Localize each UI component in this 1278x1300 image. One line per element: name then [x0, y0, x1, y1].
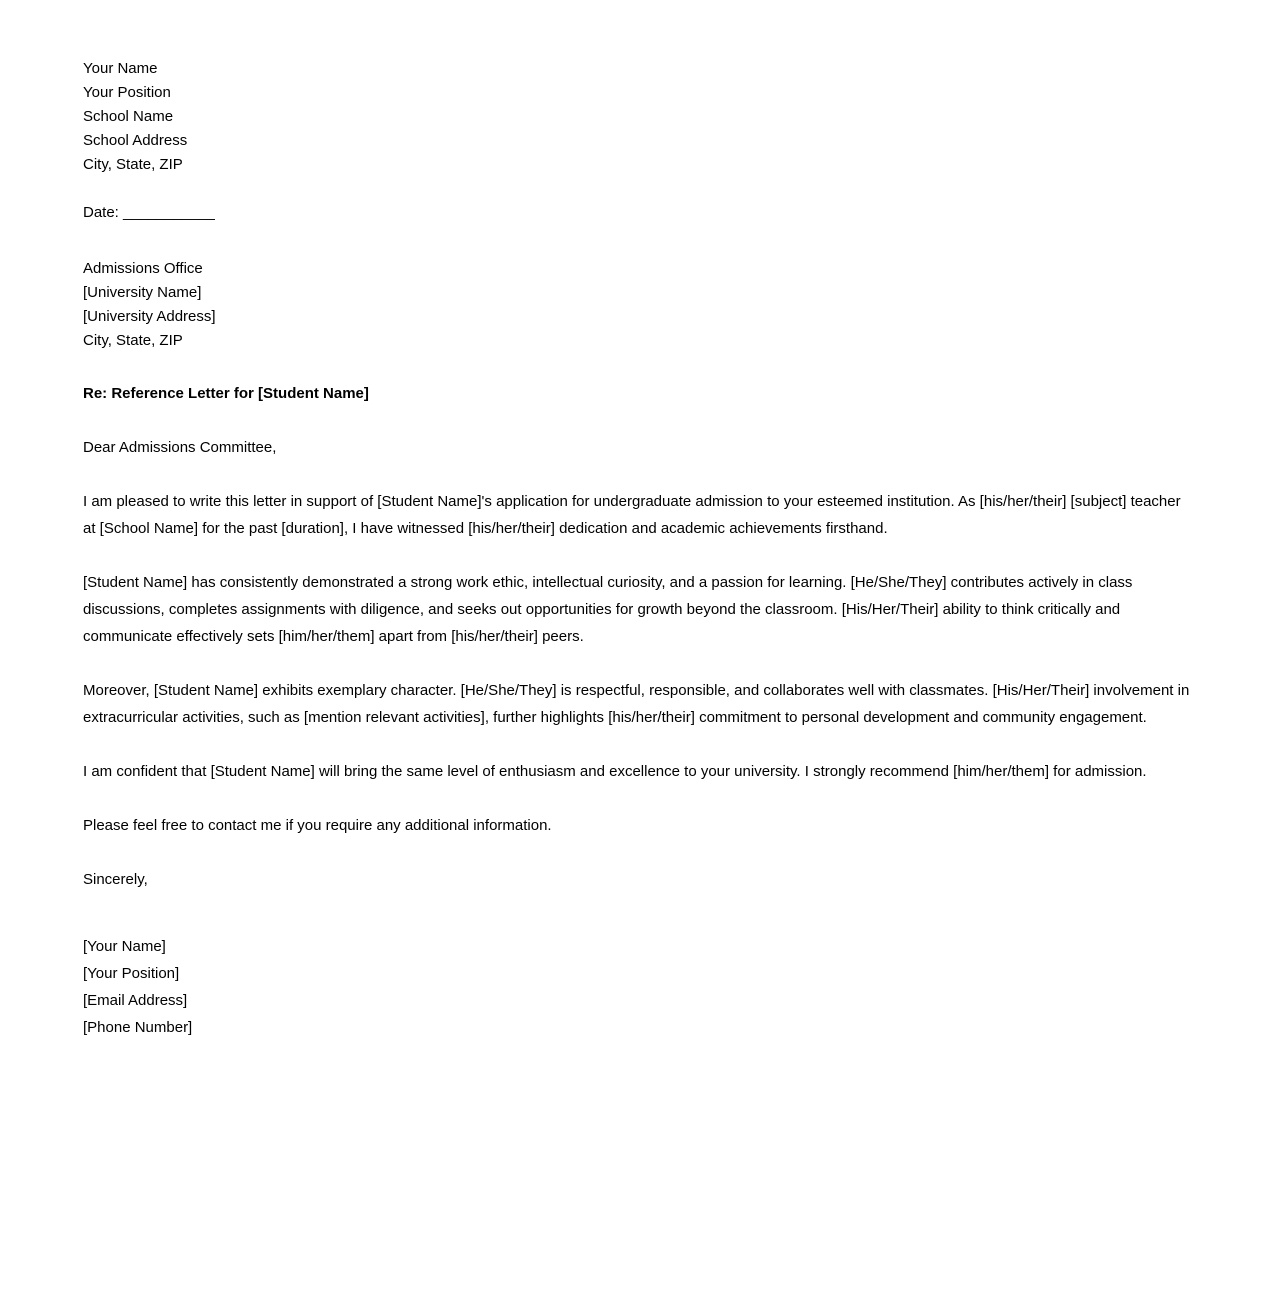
sender-school-address: School Address: [83, 132, 188, 149]
body-paragraph-1: I am pleased to write this letter in support of [Student Name]'s application for undergraduate admission to your esteemed institution. As [his/her/their] [subject] teacher at [School Name] for the past [duration], I have witnessed [his/her/their] dedication and academic achievements firsthand.: [83, 493, 1181, 537]
closing: Sincerely,: [83, 871, 148, 888]
recipient-city-state-zip: City, State, ZIP: [83, 332, 183, 349]
recipient-university-name: [University Name]: [83, 284, 202, 301]
recipient-address-block: [83, 257, 1195, 353]
signature-name: [Your Name]: [83, 938, 166, 955]
date-line: Date: ___________: [83, 204, 215, 221]
salutation: Dear Admissions Committee,: [83, 439, 277, 456]
body-paragraph-3: Moreover, [Student Name] exhibits exemplary character. [He/She/They] is respectful, responsible, and collaborates well with classmates. [His/Her/Their] involvement in extracurricular activities, such as [mention relevant activities], further highlights [his/her/their] commitment to personal development and community engagement.: [83, 682, 1190, 726]
signature-email: [Email Address]: [83, 992, 188, 1009]
sender-city-state-zip: City, State, ZIP: [83, 156, 183, 173]
sender-position: Your Position: [83, 84, 171, 101]
body-paragraph-4: I am confident that [Student Name] will bring the same level of enthusiasm and excellence to your university. I strongly recommend [him/her/them] for admission.: [83, 763, 1147, 780]
signature-position: [Your Position]: [83, 965, 180, 982]
sender-name: Your Name: [83, 60, 158, 77]
subject-line: Re: Reference Letter for [Student Name]: [83, 385, 369, 402]
body-paragraph-2: [Student Name] has consistently demonstrated a strong work ethic, intellectual curiosity, and a passion for learning. [He/She/They] contributes actively in class discussions, completes assignments with diligence, and seeks out opportunities for growth beyond the classroom. [His/Her/Their] ability to think critically and communicate effectively sets [him/her/them] apart from [his/her/their] peers.: [83, 574, 1133, 645]
sender-school-name: School Name: [83, 108, 174, 125]
sender-address-block: [83, 57, 1195, 177]
signature-block: [83, 933, 1195, 1041]
signature-phone: [Phone Number]: [83, 1019, 193, 1036]
recipient-university-address: [University Address]: [83, 308, 216, 325]
recipient-office: Admissions Office: [83, 260, 203, 277]
contact-paragraph: Please feel free to contact me if you require any additional information.: [83, 817, 552, 834]
